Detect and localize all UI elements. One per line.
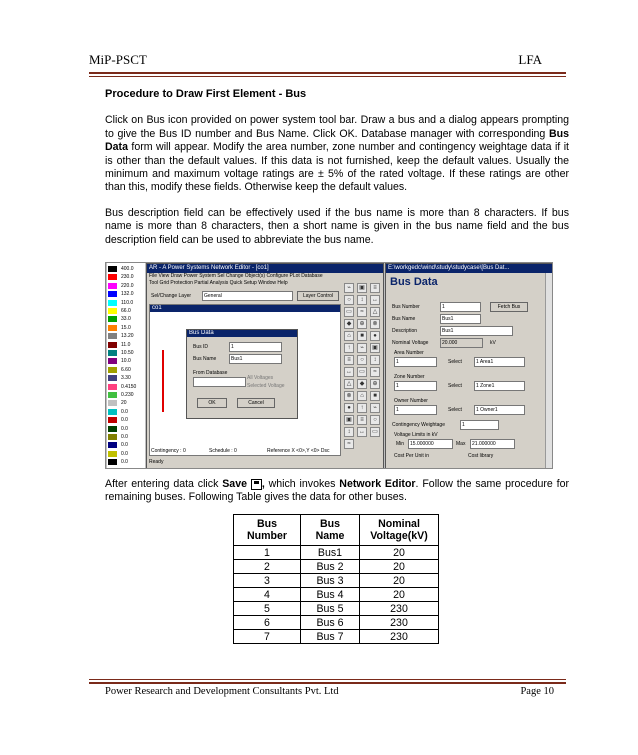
kv-unit: kV (490, 340, 496, 346)
voltage-list-item[interactable] (107, 450, 145, 458)
voltage-list-item[interactable] (107, 341, 145, 349)
fetch-bus-button[interactable]: Fetch Bus (490, 302, 528, 312)
after-paragraph: After entering data click Save , which invokes Network Editor. Follow the same procedure for remaining buses. Following Table gives the data for other buses. (105, 478, 569, 504)
voltage-value: 11.0 (121, 341, 131, 348)
tool-icon[interactable]: ○ (357, 355, 367, 365)
voltage-list-item[interactable] (107, 458, 145, 466)
table-header-row (234, 515, 439, 546)
owner-select[interactable]: 1 Owner1 (474, 405, 525, 415)
table-row (234, 588, 439, 602)
status-schedule: Schedule : 0 (209, 448, 237, 454)
owner-number-label: Owner Number (394, 398, 428, 404)
selected-voltage-radio[interactable]: Selected Voltage (247, 383, 285, 389)
area-select[interactable]: 1 Area1 (474, 357, 525, 367)
layer-select[interactable]: General (202, 291, 293, 301)
bus-form-title-bar: E:\workgedc\wind\study\studycase\[Bus Dat... (386, 264, 552, 273)
table-cell: 20 (360, 588, 439, 602)
voltage-color-swatch (108, 442, 117, 448)
bus-name-input[interactable]: Bus1 (229, 354, 282, 364)
max-label: Max (456, 441, 466, 447)
contingency-weightage-field[interactable]: 1 (460, 420, 499, 430)
tool-icon[interactable]: ⊕ (370, 379, 380, 389)
status-ready: Ready (149, 459, 164, 465)
voltage-value: 0.4150 (121, 383, 137, 390)
bus-number-label: Bus Number (392, 304, 420, 310)
cost-library-label: Cost library (468, 453, 494, 459)
area-select-label: Select (448, 359, 462, 365)
voltage-list-item[interactable] (107, 374, 145, 382)
cancel-button[interactable]: Cancel (237, 398, 275, 408)
status-contingency: Contingency : 0 (151, 448, 186, 454)
voltage-list-item[interactable] (107, 433, 145, 441)
ok-button[interactable]: OK (197, 398, 227, 408)
voltage-color-swatch (108, 325, 117, 331)
drawing-canvas[interactable] (149, 304, 341, 456)
table-cell: Bus 5 (301, 602, 360, 616)
table-cell: 7 (234, 630, 301, 644)
voltage-list-item[interactable] (107, 299, 145, 307)
tool-icon[interactable]: ● (344, 403, 354, 413)
voltage-color-list (107, 263, 145, 468)
network-editor-menu[interactable]: File View Draw Power System Sel Change Object(s) Configure PLot Database (149, 273, 323, 279)
table-row (234, 560, 439, 574)
zone-select-label: Select (448, 383, 462, 389)
bus-line[interactable] (162, 350, 164, 412)
tool-icon[interactable]: ≡ (357, 415, 367, 425)
voltage-value: 15.0 (121, 324, 131, 331)
voltage-list-item[interactable] (107, 399, 145, 407)
col-bus-number: Bus Number (234, 515, 301, 546)
voltage-color-swatch (108, 434, 117, 440)
voltage-color-swatch (108, 417, 117, 423)
voltage-list-item[interactable] (107, 366, 145, 374)
footer-company: Power Research and Development Consultants Pvt. Ltd (105, 686, 339, 697)
tool-icon[interactable]: △ (370, 307, 380, 317)
tool-icon[interactable]: ◆ (357, 379, 367, 389)
tool-icon[interactable]: ≈ (344, 439, 354, 449)
table-cell: 4 (234, 588, 301, 602)
header-rule (89, 72, 566, 74)
tool-icon[interactable]: ⌁ (357, 343, 367, 353)
form-bus-name-field[interactable]: Bus1 (440, 314, 481, 324)
voltage-color-swatch (108, 316, 117, 322)
footer-rule-thin (89, 679, 566, 680)
all-voltages-radio[interactable]: All Voltages (247, 375, 274, 381)
bus-name-label: Bus Name (193, 356, 217, 362)
table-cell: Bus 2 (301, 560, 360, 574)
owner-select-label: Select (448, 407, 462, 413)
tool-icon[interactable]: ≈ (357, 307, 367, 317)
tool-icon[interactable]: ⌁ (370, 403, 380, 413)
from-database-label: From Database (193, 370, 228, 376)
table-cell: 20 (360, 560, 439, 574)
tool-icon[interactable]: ↕ (344, 427, 354, 437)
table-cell: 230 (360, 616, 439, 630)
voltage-color-swatch (108, 274, 117, 280)
table-row (234, 630, 439, 644)
cost-per-unit-label: Cost Per Unit in (394, 453, 430, 459)
tool-icon[interactable]: ▭ (344, 307, 354, 317)
paragraph-1: Click on Bus icon provided on power system tool bar. Draw a bus and a dialog appears prompting to give the Bus ID number and Bus Name. Click OK. Database manager with corresponding Bus Data form will appear. Modify the area number, zone number and contingency weightage data if it is other than the default values. If this data is not furnished, keep the default values. Usually the minimum and maximum voltage ratings are ± 5% of the rated voltage. If these ratings are other than this, modify these fields. Otherwise keep the default values. (105, 114, 569, 194)
voltage-value: 0.0 (121, 442, 128, 449)
voltage-value: 10.50 (121, 350, 134, 356)
tool-icon[interactable]: ▭ (357, 367, 367, 377)
voltage-value: 0.0 (121, 434, 128, 440)
power-system-toolbar (343, 282, 383, 467)
table-row (234, 546, 439, 560)
voltage-list-item[interactable] (107, 282, 145, 290)
network-editor-bold: Network Editor (339, 478, 416, 490)
tool-icon[interactable]: ≡ (344, 355, 354, 365)
voltage-list-item[interactable] (107, 290, 145, 298)
body-text (105, 88, 569, 259)
area-number-field[interactable]: 1 (394, 357, 437, 367)
tool-icon[interactable]: ⊗ (344, 391, 354, 401)
voltage-value: 3.30 (121, 375, 131, 382)
page-header (89, 52, 542, 68)
voltage-value: 20 (121, 400, 127, 407)
area-number-label: Area Number (394, 350, 424, 356)
table-row (234, 616, 439, 630)
voltage-color-swatch (108, 451, 117, 457)
header-left: MiP-PSCT (89, 52, 147, 67)
voltage-value: 0.0 (121, 450, 128, 457)
network-editor-window (146, 263, 384, 469)
paragraph-2: Bus description field can be effectively used if the bus name is more than 8 characters. If bus name is more than 8 characters, then a short name is given in the bus name field and the bus description field can be used to abbreviate the bus name. (105, 206, 569, 246)
tool-icon[interactable]: ■ (370, 391, 380, 401)
bus-data-table (233, 514, 439, 644)
footer-rule (89, 682, 566, 684)
bus-data-dialog (186, 329, 298, 419)
tool-icon[interactable]: ▣ (357, 283, 367, 293)
tool-icon[interactable]: ↔ (346, 369, 352, 375)
voltage-value: 230.0 (121, 274, 134, 281)
bus-data-form-window (385, 263, 553, 469)
layer-label: Sel/Change Layer (151, 293, 192, 299)
tool-icon[interactable]: ⊕ (357, 319, 367, 329)
voltage-color-swatch (108, 350, 117, 356)
voltage-value: 220.0 (121, 282, 134, 289)
table-cell: 20 (360, 546, 439, 560)
voltage-color-swatch (108, 283, 117, 289)
app-screenshot (105, 262, 553, 469)
page-number: Page 10 (520, 686, 554, 697)
voltage-list-item[interactable] (107, 441, 145, 449)
table-cell: 1 (234, 546, 301, 560)
description-label: Description (392, 328, 418, 334)
min-voltage-field[interactable]: 15.000000 (408, 439, 453, 449)
voltage-limits-label: Voltage Limits in kV (394, 432, 438, 438)
voltage-list-item[interactable] (107, 408, 145, 416)
save-bold: Save (222, 478, 247, 490)
voltage-color-swatch (108, 392, 117, 398)
nominal-voltage-select[interactable]: 20.000 (440, 338, 483, 348)
form-bus-name-label: Bus Name (392, 316, 416, 322)
tool-icon[interactable]: ○ (344, 295, 354, 305)
voltage-value: 132.0 (121, 291, 134, 298)
voltage-value: 0.0 (121, 417, 128, 424)
voltage-color-swatch (108, 367, 117, 373)
tool-icon[interactable]: ⊗ (370, 319, 380, 329)
tool-icon[interactable]: ↔ (372, 297, 378, 303)
voltage-color-swatch (108, 358, 117, 364)
tool-icon[interactable]: ⌂ (357, 391, 367, 401)
voltage-value: 0.0 (121, 408, 128, 415)
layer-control-button[interactable]: Layer Control (297, 291, 339, 301)
voltage-value: 33.0 (121, 316, 131, 323)
voltage-color-swatch (108, 384, 117, 390)
voltage-list-item[interactable] (107, 315, 145, 323)
owner-number-field[interactable]: 1 (394, 405, 437, 415)
table-cell: Bus 3 (301, 574, 360, 588)
tool-icon[interactable]: ● (370, 331, 380, 341)
table-cell: Bus1 (301, 546, 360, 560)
tool-icon[interactable]: △ (344, 379, 354, 389)
tool-icon[interactable]: ⌂ (344, 331, 354, 341)
tool-icon[interactable]: ◆ (344, 319, 354, 329)
voltage-list-item[interactable] (107, 383, 145, 391)
voltage-list-item[interactable] (107, 265, 145, 273)
form-scrollbar[interactable] (545, 273, 552, 469)
status-reference: Reference X <0>,Y <0> Dsc (267, 448, 330, 454)
table-cell: 20 (360, 574, 439, 588)
section-heading: Procedure to Draw First Element - Bus (105, 88, 307, 100)
voltage-color-swatch (108, 291, 117, 297)
tool-icon[interactable]: ≡ (370, 283, 380, 293)
table-cell: 2 (234, 560, 301, 574)
save-icon (251, 479, 262, 490)
voltage-color-swatch (108, 375, 117, 381)
voltage-color-swatch (108, 333, 117, 339)
header-rule-thin (89, 76, 566, 77)
table-cell: 230 (360, 630, 439, 644)
voltage-color-swatch (108, 300, 117, 306)
tool-icon[interactable]: ▭ (370, 427, 380, 437)
zone-number-field[interactable]: 1 (394, 381, 437, 391)
bus-number-field[interactable]: 1 (440, 302, 481, 312)
tool-icon[interactable]: ○ (370, 415, 380, 425)
voltage-color-swatch (108, 308, 117, 314)
tool-icon[interactable]: ≈ (370, 367, 380, 377)
tool-icon[interactable]: ↕ (370, 355, 380, 365)
voltage-value: 0.230 (121, 392, 134, 398)
max-voltage-field[interactable]: 21.000000 (470, 439, 515, 449)
col-nominal-voltage: Nominal Voltage(kV) (360, 515, 439, 546)
voltage-list-item[interactable] (107, 324, 145, 332)
tool-icon[interactable]: ↔ (359, 429, 365, 435)
table-cell: Bus 4 (301, 588, 360, 602)
zone-number-label: Zone Number (394, 374, 425, 380)
canvas-title: co1 (150, 305, 340, 312)
voltage-value: 110.0 (121, 299, 134, 306)
min-label: Min (396, 441, 405, 447)
network-editor-menu-2[interactable]: Tool Grid Protection Partial Analysis Quick Setup Window Help (149, 280, 288, 286)
description-field[interactable]: Bus1 (440, 326, 513, 336)
voltage-list-item[interactable] (107, 349, 145, 357)
bus-id-input[interactable]: 1 (229, 342, 282, 352)
voltage-value: 400.0 (121, 266, 134, 272)
voltage-color-swatch (108, 459, 117, 465)
header-right: LFA (518, 52, 542, 67)
voltage-value: 10.0 (121, 358, 131, 365)
voltage-color-swatch (108, 342, 117, 348)
zone-select[interactable]: 1 Zone1 (474, 381, 525, 391)
tool-icon[interactable]: ↑ (344, 343, 354, 353)
voltage-color-swatch (108, 400, 117, 406)
page-footer (105, 686, 554, 697)
bus-id-label: Bus ID (193, 344, 209, 350)
voltage-value: 0.0 (121, 425, 128, 432)
voltage-value: 0.0 (121, 459, 128, 466)
tool-icon[interactable]: ⌁ (344, 283, 354, 293)
voltage-value: 13.20 (121, 333, 134, 340)
tool-icon[interactable]: ▣ (344, 415, 354, 425)
voltage-color-swatch (108, 426, 117, 432)
voltage-list-item[interactable] (107, 307, 145, 315)
col-bus-name: Bus Name (301, 515, 360, 546)
table-cell: Bus 7 (301, 630, 360, 644)
tool-icon[interactable]: ▣ (370, 343, 380, 353)
from-database-select[interactable] (193, 377, 246, 387)
voltage-list-item[interactable] (107, 425, 145, 433)
voltage-list-item[interactable] (107, 273, 145, 281)
bus-data-bold: Bus Data (105, 127, 569, 154)
table-cell: Bus 6 (301, 616, 360, 630)
tool-icon[interactable]: ↕ (357, 295, 367, 305)
voltage-color-swatch (108, 409, 117, 415)
table-cell: 3 (234, 574, 301, 588)
table-row (234, 574, 439, 588)
nominal-voltage-label: Nominal Voltage (392, 340, 429, 346)
voltage-list-item[interactable] (107, 332, 145, 340)
tool-icon[interactable]: ↑ (357, 403, 367, 413)
voltage-value: 6.60 (121, 366, 131, 373)
table-cell: 230 (360, 602, 439, 616)
bus-form-heading: Bus Data (390, 276, 438, 288)
tool-icon[interactable]: ■ (357, 331, 367, 341)
voltage-value: 66.0 (121, 308, 131, 314)
table-cell: 5 (234, 602, 301, 616)
table-row (234, 602, 439, 616)
voltage-list-item[interactable] (107, 357, 145, 365)
voltage-list-item[interactable] (107, 391, 145, 399)
voltage-list-item[interactable] (107, 416, 145, 424)
network-editor-title: AR - A Power Systems Network Editor - [co1] (147, 264, 383, 273)
contingency-weightage-label: Contingency Weightage (392, 422, 445, 428)
voltage-color-swatch (108, 266, 117, 272)
bus-dialog-title: Bus Data (187, 330, 297, 337)
table-cell: 6 (234, 616, 301, 630)
